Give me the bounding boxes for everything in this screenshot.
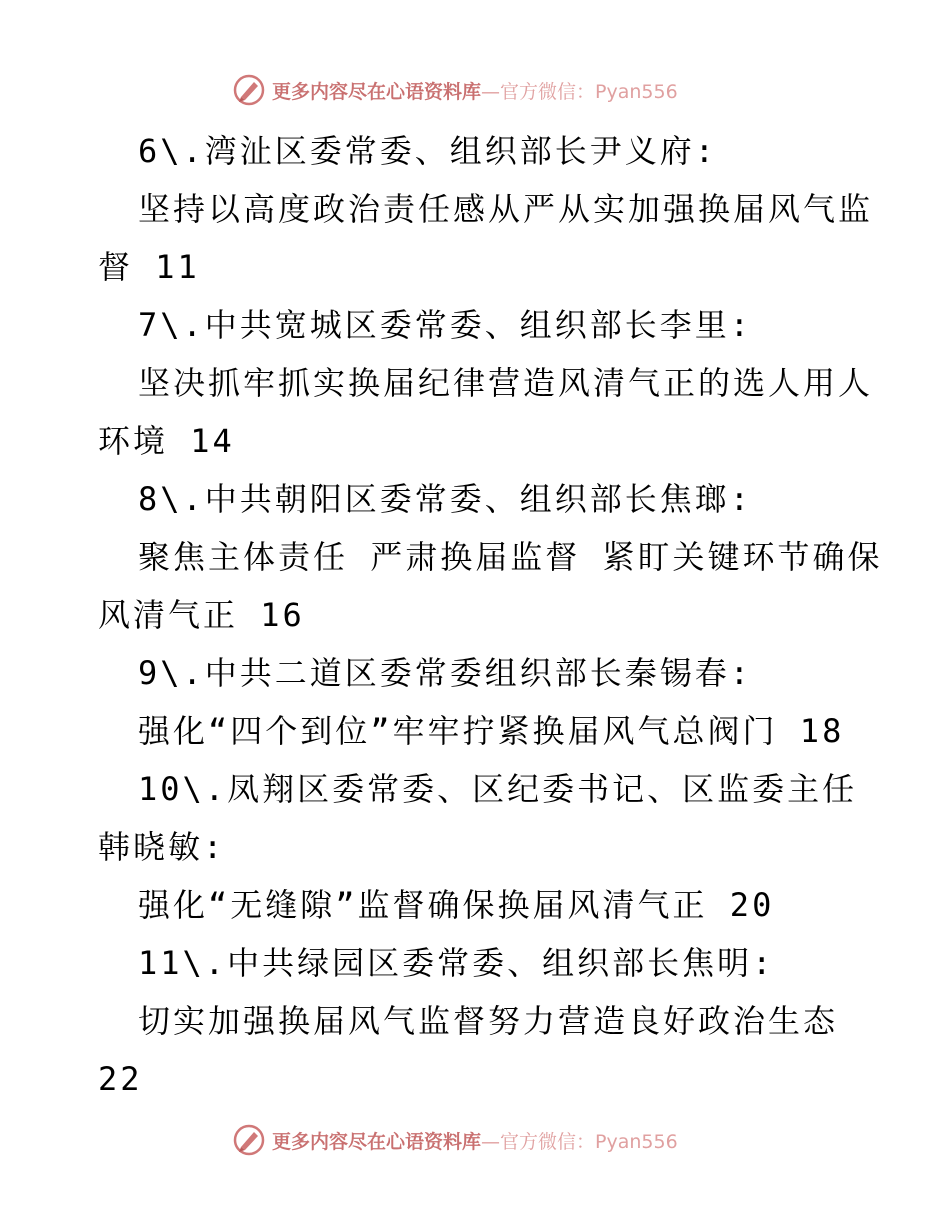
pen-logo-icon <box>232 1123 266 1157</box>
toc-entry-9-heading: 9\.中共二道区委常委组织部长秦锡春: <box>138 654 753 692</box>
watermark-main-text: 更多内容尽在心语资料库 <box>272 1130 482 1153</box>
footer-watermark <box>232 1120 712 1160</box>
toc-entry-10-heading: 10\.凤翔区委常委、区纪委书记、区监委主任 <box>138 770 858 808</box>
toc-entry-9-title: 强化“四个到位”牢牢拧紧换届风气总阀门 18 <box>138 712 845 750</box>
toc-entry-11-heading: 11\.中共绿园区委常委、组织部长焦明: <box>138 944 775 982</box>
toc-entry-7-heading: 7\.中共宽城区委常委、组织部长李里: <box>138 306 753 344</box>
toc-entry-8-title: 聚焦主体责任 严肃换届监督 紧盯关键环节确保 <box>138 538 883 576</box>
toc-entry-6-heading: 6\.湾沚区委常委、组织部长尹义府: <box>138 132 718 170</box>
toc-entry-6-title: 坚持以高度政治责任感从严从实加强换届风气监 <box>138 190 874 228</box>
toc-entry-8-title-cont: 风清气正 16 <box>98 596 305 634</box>
document-body <box>98 122 888 1108</box>
toc-entry-11-title-cont: 22 <box>98 1060 143 1098</box>
header-watermark <box>232 70 712 110</box>
watermark-text <box>272 1127 678 1154</box>
watermark-wechat-text: —官方微信：Pyan556 <box>481 80 678 103</box>
toc-entry-10-title: 强化“无缝隙”监督确保换届风清气正 20 <box>138 886 775 924</box>
watermark-text <box>272 77 678 104</box>
pen-logo-icon <box>232 73 266 107</box>
toc-entry-8-heading: 8\.中共朝阳区委常委、组织部长焦瑯: <box>138 480 753 518</box>
toc-entry-6-title-cont: 督 11 <box>98 248 200 286</box>
watermark-wechat-text: —官方微信：Pyan556 <box>481 1130 678 1153</box>
watermark-main-text: 更多内容尽在心语资料库 <box>272 80 482 103</box>
toc-entry-7-title-cont: 环境 14 <box>98 422 235 460</box>
toc-entry-11-title: 切实加强换届风气监督努力营造良好政治生态 <box>138 1002 839 1040</box>
toc-entry-7-title: 坚决抓牢抓实换届纪律营造风清气正的选人用人 <box>138 364 874 402</box>
toc-entry-10-heading-cont: 韩晓敏: <box>98 828 226 866</box>
